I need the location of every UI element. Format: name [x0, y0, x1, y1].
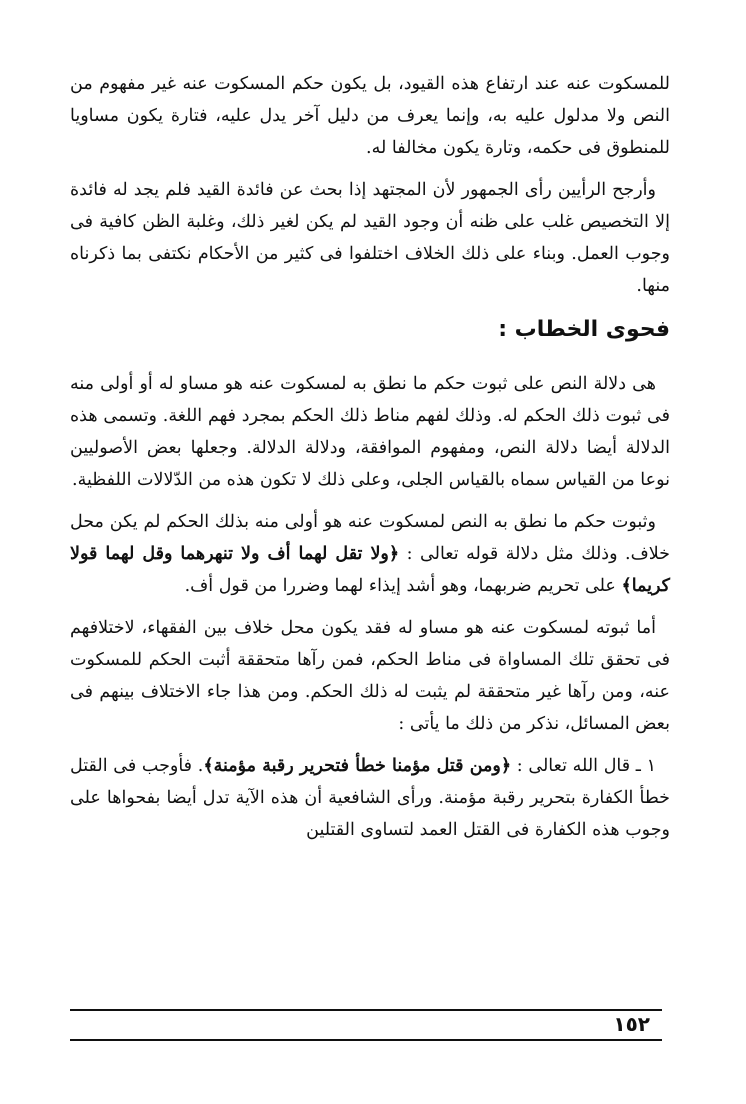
- footer-rule-bottom: [70, 1039, 662, 1041]
- page-body: [70, 68, 670, 856]
- footer-rule-top: [70, 1009, 662, 1011]
- paragraph-text: أما ثبوته لمسكوت عنه هو مساو له فقد يكون محل خلاف بين الفقهاء، لاختلافهم فى تحقق تلك المساواة فى مناط الحكم، فمن رآها متحققة أثبت الحكم للمسكوت عنه، ومن رآها غير متحققة لم يثبت له ذلك الحكم. ومن هذا جاء الاختلاف بينهم فى بعض المسائل، نذكر من ذلك ما يأتى :: [70, 618, 670, 734]
- paragraph-6: [70, 750, 670, 846]
- paragraph-3: [70, 368, 670, 496]
- quran-verse: ﴿ولا تقل لهما أف ولا تنهرهما وقل لهما قولا كريما﴾: [70, 544, 670, 596]
- paragraph-5: [70, 612, 670, 740]
- paragraph-2: [70, 174, 670, 302]
- section-heading: فحوى الخطاب :: [498, 317, 670, 342]
- paragraph-text: ١ ـ قال الله تعالى :: [511, 756, 657, 776]
- paragraph-text: . فأوجب فى القتل خطأ الكفارة بتحرير رقبة مؤمنة. ورأى الشافعية أن هذه الآية تدل أيضا بفحواها على وجوب هذه الكفارة فى القتل العمد لتساوى القتلين: [70, 756, 670, 840]
- quran-verse: ﴿ومن قتل مؤمنا خطأ فتحرير رقبة مؤمنة﴾: [203, 756, 512, 776]
- paragraph-4: [70, 506, 670, 602]
- paragraph-text: هى دلالة النص على ثبوت حكم ما نطق به لمسكوت عنه هو مساو له أو أولى منه فى ثبوت ذلك الحكم له. وذلك لفهم مناط ذلك الحكم بمجرد فهم اللغة. وتسمى هذه الدلالة أيضا دلالة النص، ومفهوم الموافقة، ودلالة الدلالة. وجعلها بعض الأصوليين نوعا من القياس سماه بالقياس الجلى، وعلى ذلك لا تكون هذه من الدّلالات اللفظية.: [70, 374, 670, 490]
- paragraph-text: للمسكوت عنه عند ارتفاع هذه القيود، بل يكون حكم المسكوت عنه غير مفهوم من النص ولا مدلول عليه به، وإنما يعرف من دليل آخر يدل عليه، فتارة يكون مساويا للمنطوق فى حكمه، وتارة يكون مخالفا له.: [70, 74, 670, 158]
- page-number: ١٥٢: [613, 1012, 650, 1036]
- paragraph-text: وأرجح الرأيين رأى الجمهور لأن المجتهد إذا بحث عن فائدة القيد فلم يجد له فائدة إلا التخصيص غلب على ظنه أن وجود القيد لم يكن لغير ذلك، وغلبة الظن كافية فى وجوب العمل. وبناء على ذلك الخلاف اختلفوا فى كثير من الأحكام نكتفى بما ذكرناه منها.: [70, 180, 670, 296]
- paragraph-text: وثبوت حكم ما نطق به النص لمسكوت عنه هو أولى منه بذلك الحكم لم يكن محل خلاف. وذلك مثل دلالة قوله تعالى :: [70, 512, 670, 564]
- paragraph-1: [70, 68, 670, 164]
- paragraph-text: على تحريم ضربهما، وهو أشد إيذاء لهما وضررا من قول أف.: [184, 576, 622, 596]
